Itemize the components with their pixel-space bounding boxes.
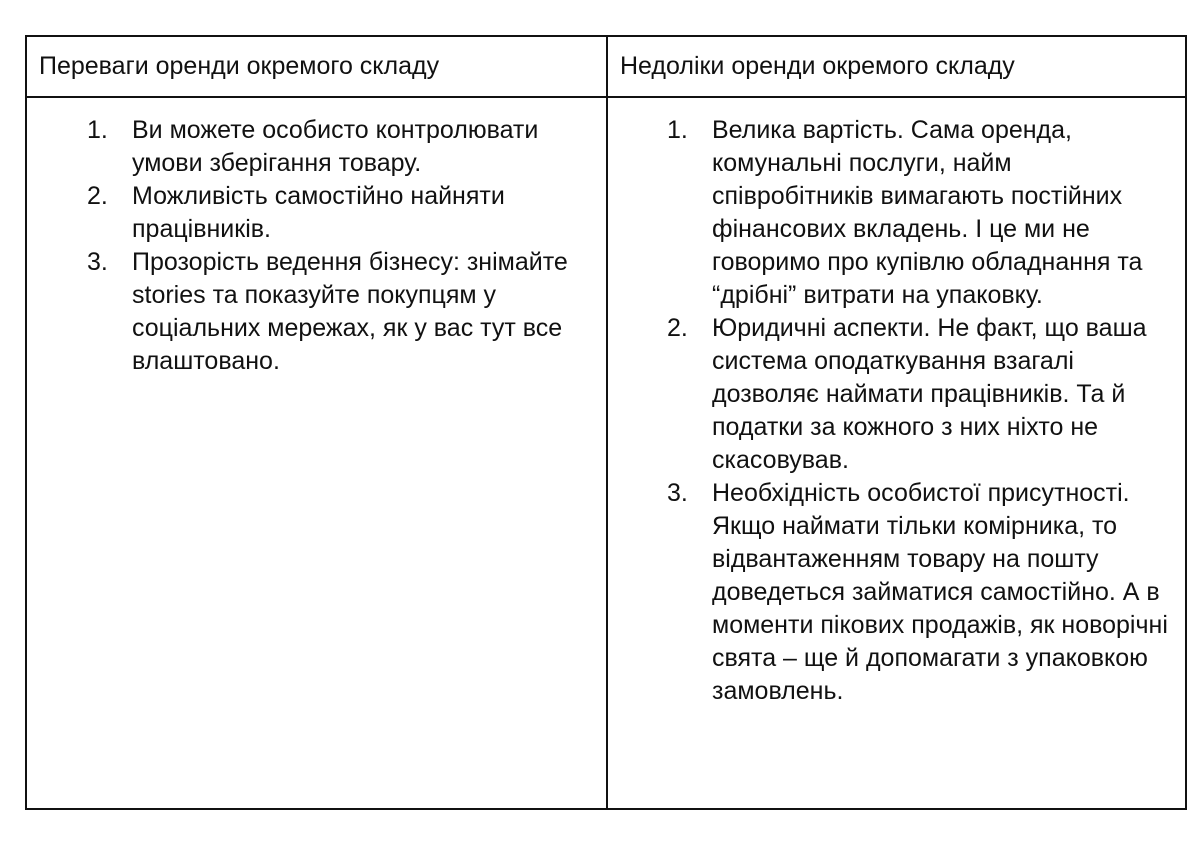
header-pros: Переваги оренди окремого складу bbox=[39, 52, 440, 80]
pros-cons-table bbox=[25, 35, 1187, 810]
list-number: 3. bbox=[667, 479, 688, 507]
cons-item bbox=[608, 477, 1187, 708]
cons-item bbox=[608, 312, 1187, 477]
list-item-text: Прозорість ведення бізнесу: знімайте stories та показуйте покупцям у соціальних мережах, як у вас тут все влаштовано. bbox=[132, 248, 568, 375]
pros-item bbox=[27, 180, 606, 246]
cons-list bbox=[608, 114, 1187, 708]
header-cons: Недоліки оренди окремого складу bbox=[620, 52, 1015, 80]
cons-cell bbox=[608, 98, 1187, 808]
list-number: 1. bbox=[667, 116, 688, 144]
list-number: 3. bbox=[87, 248, 108, 276]
cons-item bbox=[608, 114, 1187, 312]
pros-item bbox=[27, 246, 606, 378]
list-item-text: Велика вартість. Сама оренда, комунальні послуги, найм співробітників вимагають постійних фінансових вкладень. І це ми не говоримо про купівлю обладнання та “дрібні” витрати на упаковку. bbox=[712, 116, 1143, 309]
pros-cell bbox=[27, 98, 606, 808]
list-number: 2. bbox=[87, 182, 108, 210]
pros-item bbox=[27, 114, 606, 180]
list-item-text: Можливість самостійно найняти працівників. bbox=[132, 182, 505, 243]
pros-list bbox=[27, 114, 606, 378]
list-item-text: Необхідність особистої присутності. Якщо наймати тільки комірника, то відвантаженням товару на пошту доведеться займатися самостійно. А в моменти пікових продажів, як новорічні свята – ще й допомагати з упаковкою замовлень. bbox=[712, 479, 1168, 705]
list-item-text: Ви можете особисто контролювати умови зберігання товару. bbox=[132, 116, 539, 177]
list-number: 1. bbox=[87, 116, 108, 144]
list-item-text: Юридичні аспекти. Не факт, що ваша система оподаткування взагалі дозволяє наймати працівників. Та й податки за кожного з них ніхто не скасовував. bbox=[712, 314, 1147, 474]
list-number: 2. bbox=[667, 314, 688, 342]
